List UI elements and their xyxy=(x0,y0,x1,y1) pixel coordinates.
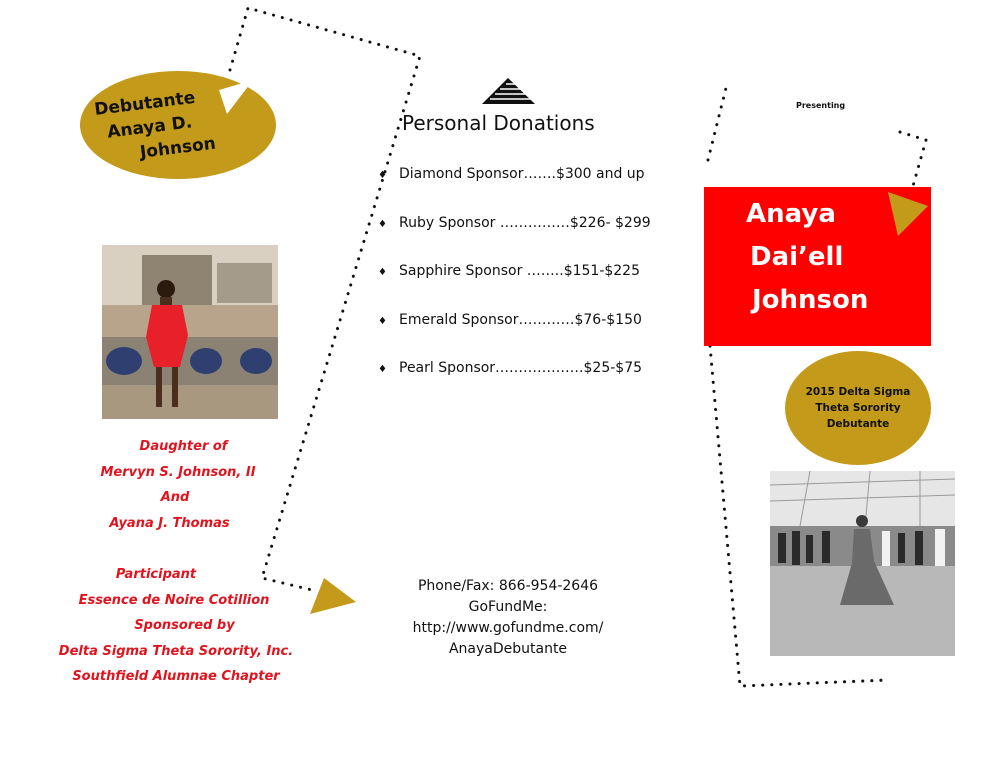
cotillion-photo xyxy=(770,471,955,656)
name-line-2: Dai’ell xyxy=(750,242,844,272)
donation-item-pearl: ♦ Pearl Sponsor……………….$25-$75 xyxy=(378,360,643,376)
and-label: And xyxy=(160,490,190,505)
name-line-1: Anaya xyxy=(746,199,836,229)
diamond-bullet-icon: ♦ xyxy=(378,364,387,375)
daughter-of-label: Daughter of xyxy=(139,439,228,454)
sorority-badge xyxy=(785,351,931,465)
phone-fax: Phone/Fax: 866-954-2646 xyxy=(417,578,599,594)
donation-item-emerald: ♦ Emerald Sponsor…………$76-$150 xyxy=(378,312,642,328)
stair-logo-icon xyxy=(480,78,536,106)
father-name: Mervyn S. Johnson, II xyxy=(100,464,256,480)
donations-heading: Personal Donations xyxy=(402,111,595,135)
donation-item-diamond: ♦ Diamond Sponsor…….$300 and up xyxy=(378,166,645,182)
gofundme-url[interactable]: http://www.gofundme.com/ xyxy=(412,620,604,636)
mother-name: Ayana J. Thomas xyxy=(109,515,230,531)
diamond-bullet-icon: ♦ xyxy=(378,219,387,230)
parents-block xyxy=(60,434,310,536)
participant-label: Participant xyxy=(115,567,197,582)
gold-triangle-icon xyxy=(306,576,360,618)
presenting-label: Presenting xyxy=(796,101,846,110)
debutante-badge xyxy=(79,70,277,180)
diamond-bullet-icon: ♦ xyxy=(378,267,387,278)
donation-item-sapphire: ♦ Sapphire Sponsor ……..$151-$225 xyxy=(378,263,641,279)
participant-block xyxy=(60,562,310,690)
badge-line-2: Anaya D. xyxy=(106,112,194,143)
sorority-badge-line-2: Theta Sorority xyxy=(815,402,901,414)
chapter-name: Southfield Alumnae Chapter xyxy=(72,669,280,684)
diamond-bullet-icon: ♦ xyxy=(378,316,387,327)
badge-line-1: Debutante xyxy=(93,87,197,120)
name-line-3: Johnson xyxy=(752,285,869,315)
sponsored-by-label: Sponsored by xyxy=(134,618,235,633)
sorority-badge-line-1: 2015 Delta Sigma xyxy=(805,386,911,398)
sorority-badge-line-3: Debutante xyxy=(826,418,890,430)
sorority-name: Delta Sigma Theta Sorority, Inc. xyxy=(58,643,294,659)
contact-block xyxy=(380,576,636,660)
gofundme-page[interactable]: AnayaDebutante xyxy=(448,641,568,657)
gofundme-label: GoFundMe: xyxy=(468,599,548,615)
badge-line-3: Johnson xyxy=(138,133,217,163)
gold-triangle-icon xyxy=(884,190,932,240)
donation-item-ruby: ♦ Ruby Sponsor ……………$226- $299 xyxy=(378,215,651,231)
cotillion-name: Essence de Noire Cotillion xyxy=(78,592,270,608)
diamond-bullet-icon: ♦ xyxy=(378,170,387,181)
debutante-photo xyxy=(102,245,278,419)
